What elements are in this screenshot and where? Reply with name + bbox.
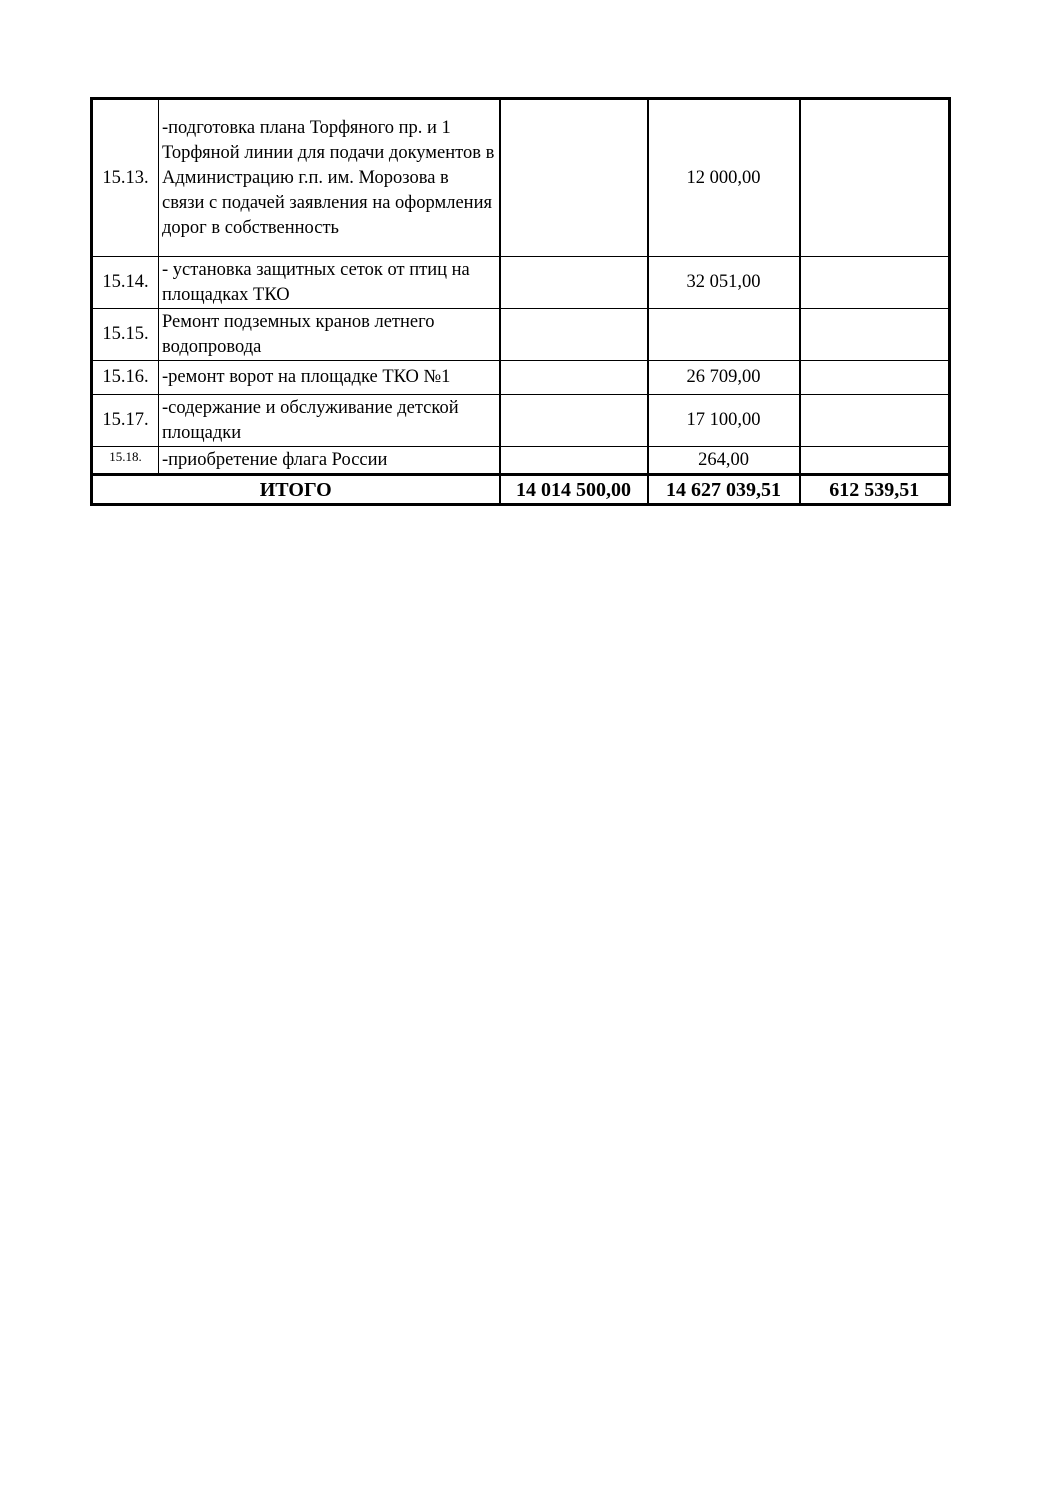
total-diff-amount: 612 539,51 bbox=[800, 475, 950, 505]
row-plan-amount bbox=[500, 395, 648, 447]
row-diff-amount bbox=[800, 361, 950, 395]
row-plan-amount bbox=[500, 257, 648, 309]
row-plan-amount bbox=[500, 361, 648, 395]
row-diff-amount bbox=[800, 99, 950, 257]
row-plan-amount bbox=[500, 99, 648, 257]
row-description: - установка защитных сеток от птиц на площадках ТКО bbox=[159, 257, 500, 309]
row-number: 15.16. bbox=[92, 361, 159, 395]
total-fact-amount: 14 627 039,51 bbox=[648, 475, 800, 505]
row-diff-amount bbox=[800, 309, 950, 361]
table-row bbox=[92, 257, 950, 309]
total-label: ИТОГО bbox=[92, 475, 500, 505]
total-row bbox=[92, 475, 950, 505]
row-fact-amount: 32 051,00 bbox=[648, 257, 800, 309]
table-row bbox=[92, 361, 950, 395]
expense-table bbox=[90, 97, 951, 506]
row-fact-amount: 17 100,00 bbox=[648, 395, 800, 447]
total-plan-amount: 14 014 500,00 bbox=[500, 475, 648, 505]
row-fact-amount: 26 709,00 bbox=[648, 361, 800, 395]
table-row bbox=[92, 447, 950, 475]
row-fact-amount bbox=[648, 309, 800, 361]
row-number: 15.17. bbox=[92, 395, 159, 447]
table-row bbox=[92, 309, 950, 361]
row-diff-amount bbox=[800, 257, 950, 309]
row-number: 15.15. bbox=[92, 309, 159, 361]
row-description: -приобретение флага России bbox=[159, 447, 500, 475]
row-plan-amount bbox=[500, 309, 648, 361]
row-description: -ремонт ворот на площадке ТКО №1 bbox=[159, 361, 500, 395]
row-number: 15.14. bbox=[92, 257, 159, 309]
row-diff-amount bbox=[800, 395, 950, 447]
table-row bbox=[92, 395, 950, 447]
row-fact-amount: 12 000,00 bbox=[648, 99, 800, 257]
row-plan-amount bbox=[500, 447, 648, 475]
row-diff-amount bbox=[800, 447, 950, 475]
row-description: -подготовка плана Торфяного пр. и 1 Торфяной линии для подачи документов в Администрацию г.п. им. Морозова в связи с подачей заявления на оформления дорог в собственность bbox=[159, 99, 500, 257]
row-fact-amount: 264,00 bbox=[648, 447, 800, 475]
table-row bbox=[92, 99, 950, 257]
row-description: Ремонт подземных кранов летнего водопровода bbox=[159, 309, 500, 361]
row-number: 15.18. bbox=[92, 447, 159, 475]
row-number: 15.13. bbox=[92, 99, 159, 257]
row-description: -содержание и обслуживание детской площадки bbox=[159, 395, 500, 447]
